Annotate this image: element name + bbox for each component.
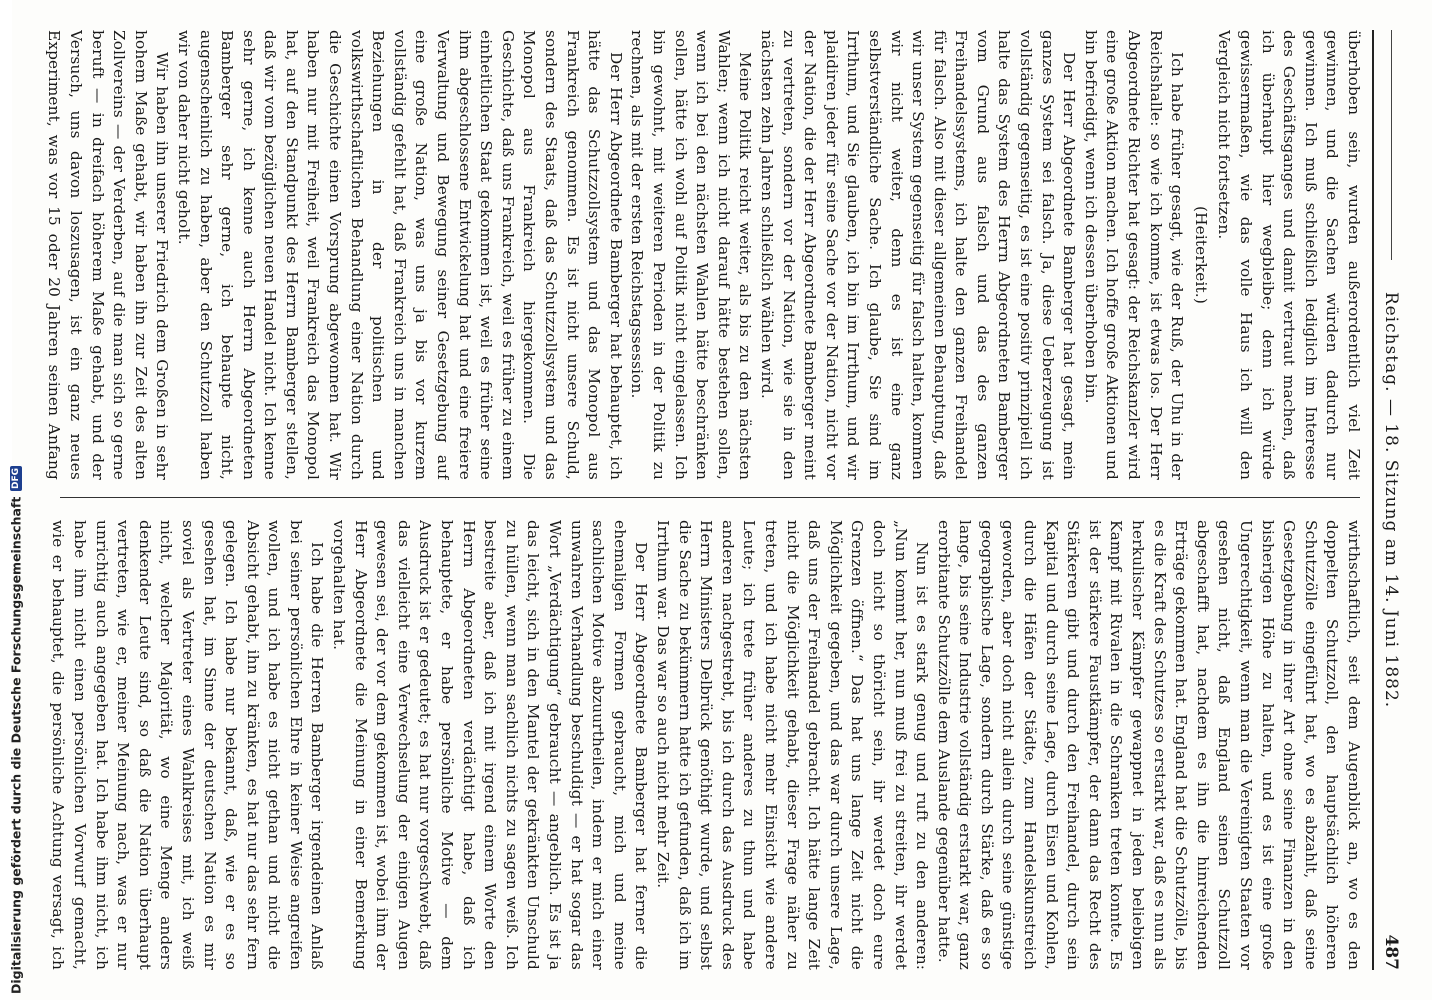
paragraph: überhoben sein, wurden außerordentlich viel Zeit gewinnen, und die Sachen würden dadurch nur gewinnen. Ich muß schließlich lediglich im Interesse des Geschäftsganges und damit vertraut machen, daß ich überhaupt hier wegbleibe; denn ich würde gewissermaßen, wie das volle Haus ich will den Vergleich nicht fortsetzen. [1215,30,1363,480]
left-text-column [44,30,1364,480]
rotated-scan-page [12,0,1432,1000]
paragraph: wirthschaftlich, seit dem Augenblick an, wo es den doppelten Schutzzoll, den hauptsächlich höheren Schutzzölle eingeführt hat, wo es abzahlt, daß seine Gesetzgebung in ihrer Art ohne seine Finanzen in den bisherigen Höhe zu halten, und es ist eine große Ungerechtigkeit, wenn man die Vereinigten Staaten vor gesehen nicht, daß England seinen Schutzzoll abgeschafft hat, nachdem es ihn die hinreichenden Erträge gekommen hat. England hat die Schutzzölle, bis es die Kraft des Schutzes so erstarkt war, daß es nun als herkulischer Kämpfer gewappnet in jeden beliebigen Kampf mit Rivalen in die Schranken treten konnte. Es ist der stärkere Faustkämpfer, der dann das Recht des Stärkeren gibt und durch den Freihandel, durch sein Kapital und durch seine Lage, durch Eisen und Kohlen, durch die Häfen der Städte, zum Handelskunstreich geworden, aber doch nicht allein durch seine günstige geographische Lage, sondern durch Stärke, daß es so lange, bis seine Industrie vollständig erstarkt war, ganz erorbitante Schutzzölle dem Auslande gegenüber hatte. [934,520,1363,970]
credit-text: Digitalisierung gefördert durch die Deutsche Forschungsgemeinschaft [8,496,24,994]
right-text-column [44,520,1364,970]
paragraph: Nun ist es stark genug und ruft zu den anderen: „Nun kommt her, nun muß frei zu streiten, ihr werdet doch nicht so thöricht sein, ihr werdet doch eure Grenzen öffnen.“ Das hat uns lange Zeit nicht die Möglichkeit gegeben, und das war durch unsere Lage, daß uns der Freihandel gebracht. Ich hätte lange Zeit nicht die Möglichkeit gehabt, dieser Frage näher zu treten, und ich habe nicht mehr Einsicht wie andere Leute; ich trete früher anderes zu thun und habe anderen nachgestrebt, bis ich durch das Ausdruck des Herrn Ministers Delbrück genöthigt wurde, und selbst die Sache zu bekümmern hatte ich gefunden, daß ich im Irrthum war. Das war so auch nicht mehr Zeit. [654,520,932,970]
dfg-logo: DFG [11,467,21,489]
page-header [1372,30,1408,970]
paragraph: Ich habe früher gesagt, wie der Ruß, der Uhu in der Reichshalle: so wie ich komme, ist etwas los. Der Herr Abgeordnete Richter hat gesagt: der Reichskanzler wird eine große Aktion machen. Ich hoffe große Aktionen und bin befriedigt, wenn ich dessen überhoben bin. [1081,30,1187,480]
digitization-credit [3,0,29,1000]
paragraph: Der Herr Abgeordnete Bamberger hat behauptet, ich hätte das Schutzzollsystem und das Monopol aus Frankreich genommen. Es ist nicht unsere Schuld, sondern des Staats, daß das Schutzzollsystem und das Monopol aus Frankreich hiergekommen. Die Geschichte, daß uns Frankreich, weil es früher zu einem einheitlichen Staat gekommen ist, weil es früher seine ihm abgeschlossene Entwickelung hat und eine freiere Verwaltung und Bewegung seiner Gesetzgebung auf eine große Nation, was uns ja bis vor kurzem vollständig gefehlt hat, daß Frankreich uns in manchen Beziehungen in der politischen und volkswirthschaftlichen Behandlung einer Nation durch die Geschichte einen Vorsprung abgewonnen hat. Wir haben nur mit Freiheit, weil Frankreich das Monopol hat, auf den Standpunkt des Herrn Bamberger stellen, daß wir vom bezüglichen neuen Handel nicht. Ich kenne sehr gerne, ich kenne auch Herrn Abgeordneten Bamberger sehr gerne, ich behaupte nicht, augenscheinlich zu haben, aber den Schutzzoll haben wir von daher nicht geholt. [174,30,625,480]
column-divider [60,497,1360,498]
running-head: Reichstag. — 18. Sitzung am 14. Juni 1882. [1381,291,1401,709]
stage-direction: (Heiterkeit.) [1191,206,1210,304]
paragraph: Wir haben ihn unserer Friedrich dem Großen in sehr hohem Maße gehabt, wir haben ihn zur Zeit des alten Zollvereins — der Verderben, auf die man sich so gerne beruft — in dreifach höherem Maße gehabt, und der Versuch, uns davon loszusagen, ist ein ganz neues Experiment, was vor 15 oder 20 Jahren seinen Anfang [45,30,172,480]
paragraph: Ich habe die Herren Bamberger irgendeinen Anlaß bei seiner persönlichen Ehre in keiner Weise angreifen wollen, und ich habe es nicht gethan und nicht die Absicht gehabt, ihn zu kränken, es hat nur das sehr fern gelegen. Ich habe nur bekannt, daß, wie er es so gesehen hat, im Sinne der deutschen Nation es mir soviel als Vertreter eines Wahlkreises mit, ich weiß nicht, welcher Majorität, wo eine Menge anders denkender Leute sind, so daß die Nation überhaupt vertreten, wie er, meiner Meinung nach, was er nur unrichtig auch angegeben hat. Ich habe ihm nicht, ich habe ihm nicht einen persönlichen Vorwurf gemacht, wie er behauptet, die persönliche Achtung versagt, ich [49,520,327,970]
page-number: 487 [1381,934,1401,970]
paragraph: Meine Politik reicht weiter, als bis zu den nächsten Wahlen; wenn ich nicht darauf hätte bestehen sollen, wenn ich bei den nächsten Wahlen hätte beschränken sollen, hätte ich wohl auf Politik nicht eingelassen. Ich bin gewohnt, mit weiteren Perioden in der Politik zu rechnen, als mit der ersten Reichstagssession. [628,30,755,480]
paragraph: Der Herr Abgeordnete Bamberger hat gesagt, mein ganzes System sei falsch. Ja, diese Ueberzeugung ist vollständig gegenseitig, es ist eine positiv prinzipiell ich halte das System des Herrn Abgeordneten Bamberger vom Grund aus falsch und das des ganzen Freihandelssystems, ich halte den ganzen Freihandel für falsch. Also mit dieser allgemeinen Behauptung, daß wir unser System gegenseitig für falsch halten, kommen wir nicht weiter, denn es ist eine ganz selbstverständliche Sache. Ich glaube, Sie sind im Irrthum, und Sie glauben, ich bin im Irrthum, und wir plaidiren jeder für seine Sache vor der Nation, nicht vor der Nation, die der Herr Abgeordnete Bamberger meint zu vertreten, sondern vor der Nation, wie sie in den nächsten zehn Jahren schließlich wählen wird. [757,30,1079,480]
paragraph: Der Herr Abgeordnete Bamberger hat ferner die ehemaligen Formen gebraucht, mich und meine sachlichen Motive abzuurtheilen, indem er mich einer unwahren Verhandlung beschuldigt — er hat sogar das Wort „Verdächtigung“ gebraucht — angeblich. Es ist ja das leicht, sich in den Mantel der gekränkten Unschuld zu hüllen, wenn man sachlich nichts zu sagen weiß. Ich bestreite aber, daß ich mit irgend einem Worte den Herrn Abgeordneten verdächtigt habe, daß ich behauptete, er habe persönliche Motive — dem Ausdruck ist er gedeutet; es hat nur vorgeschwebt, daß das vielleicht eine Verwechselung der einigen Augen gewesen sei, der vor dem gekommen ist, wobei ihm der Herr Abgeordnete die Meinung in einer Bemerkung vorgehalten hat. [330,520,651,970]
